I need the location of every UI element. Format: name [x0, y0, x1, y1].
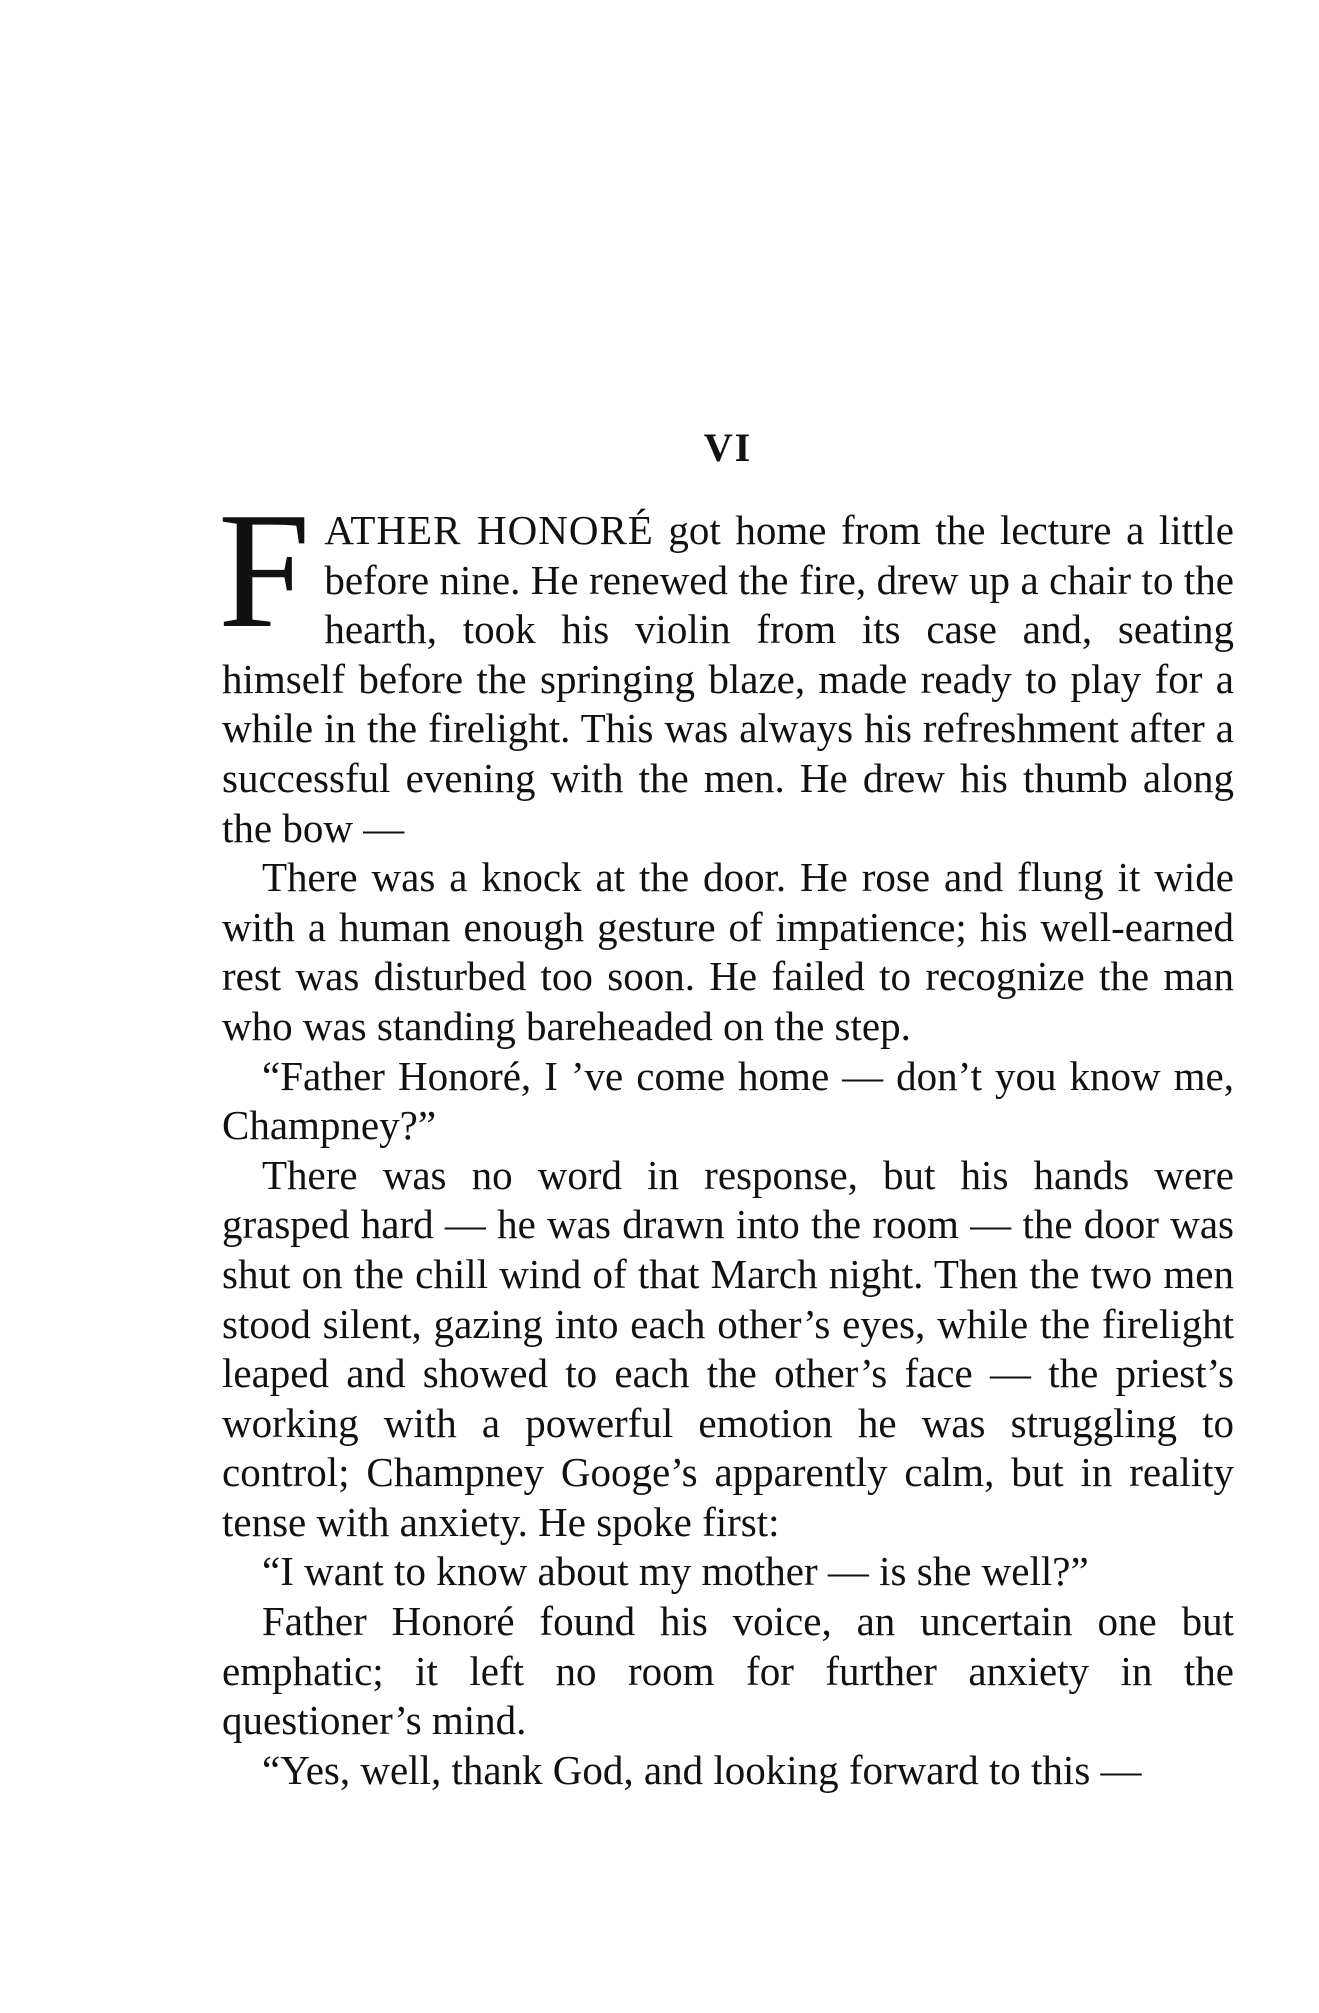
paragraph-2: There was a knock at the door. He rose and flung it wide with a human enough gesture of impatience; his well-earned rest was disturbed too soon. He failed to recognize the man who was standing bareheaded on the step.: [222, 854, 1234, 1049]
paragraph-1: [218, 478, 1234, 853]
paragraph-5: “I want to know about my mother — is she well?”: [262, 1548, 1089, 1595]
chapter-number: VI: [703, 425, 753, 470]
book-page: [218, 0, 1234, 2013]
paragraph-4: There was no word in response, but his hands were grasped hard — he was drawn into the room — the door was shut on the chill wind of that March night. Then the two men stood silent, gazing into each other’s eyes, while the firelight leaped and showed to each the other’s face — the priest’s working with a powerful emotion he was struggling to control; Champney Googe’s apparently calm, but in reality tense with anxiety. He spoke first:: [222, 1151, 1234, 1545]
paragraph-6: Father Honoré found his voice, an uncertain one but emphatic; it left no room for further anxiety in the questioner’s mind.: [222, 1598, 1234, 1744]
drop-cap: F: [218, 478, 311, 662]
paragraph-7: “Yes, well, thank God, and looking forward to this —: [262, 1746, 1142, 1793]
opening-words: ATHER HONORÉ: [324, 507, 654, 553]
paragraph-3: “Father Honoré, I ’ve come home — don’t you know me, Champney?”: [222, 1052, 1234, 1149]
chapter-body: [218, 478, 1234, 1795]
paragraph-text: got home from the lecture a little before nine. He renewed the fire, drew up a chair to the hearth, took his violin from its case and, seating himself before the springing blaze, made ready to play for a while in the firelight. This was always his refreshment after a successful evening with the men. He drew his thumb along the bow —: [222, 507, 1234, 851]
